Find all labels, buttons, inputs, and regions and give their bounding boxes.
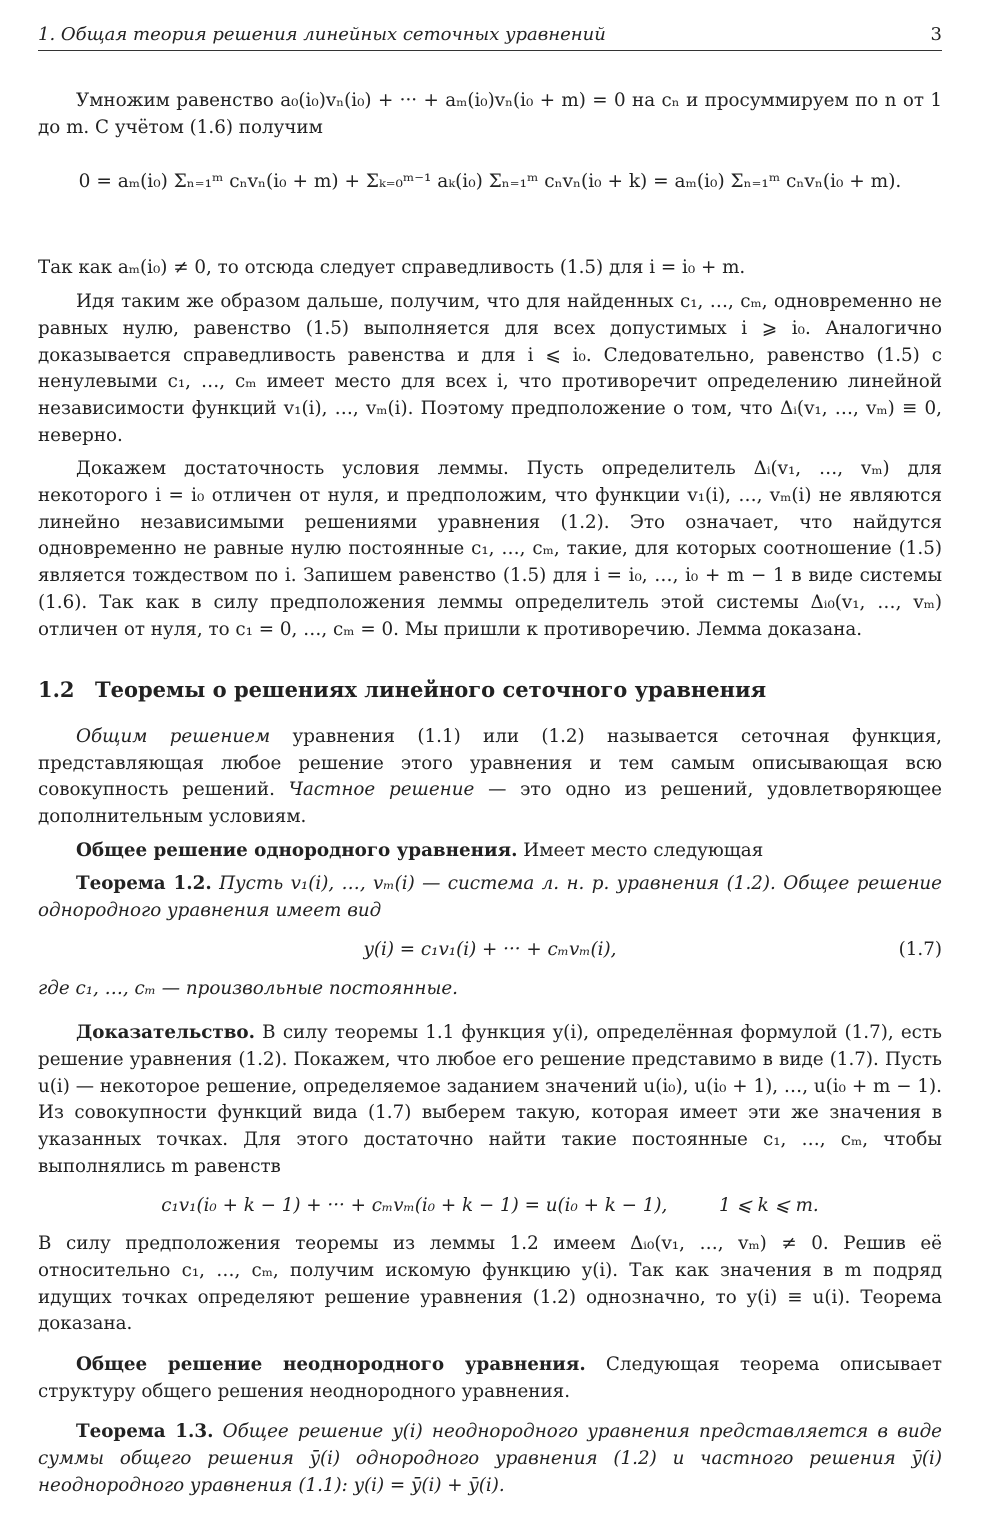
paragraph-3: Идя таким же образом дальше, получим, что для найденных c₁, …, cₘ, одновременно не равных нулю, равенство (1.5) выполняется для всех допустимых i ⩾ i₀. Аналогично доказывается справедливость равенства и для i ⩽ i₀. Следовательно, равенство (1.5) с ненулевыми c₁, …, cₘ имеет место для всех i, что противоречит определению линейной независимости функций v₁(i), …, vₘ(i). Поэтому предположение о том, что Δᵢ(v₁, …, vₘ) ≡ 0, неверно. [38, 291, 942, 446]
theorem-1-2 [38, 871, 942, 924]
section-number: 1.2 [38, 677, 75, 703]
page-number: 3 [930, 24, 942, 45]
theorem-1-3-text: Общее решение y(i) неоднородного уравнения представляется в виде суммы общего решения ȳ̄(i) однородного уравнения (1.2) и частного решения ȳ(i) неоднородного уравнения (1.1): y(i) = ȳ̄(i) + ȳ(i). [38, 1421, 943, 1496]
proof-label: Доказательство. [76, 1022, 255, 1044]
equation-system-condition: 1 ⩽ k ⩽ m. [719, 1194, 819, 1216]
equation-1-7 [38, 937, 942, 964]
paragraph-7: где c₁, …, cₘ — произвольные постоянные. [38, 977, 458, 999]
subheading-inhomogeneous: Общее решение неоднородного уравнения. [76, 1354, 586, 1376]
theorem-1-3-label: Теорема 1.3. [76, 1421, 214, 1443]
paragraph-9: Общее решение неоднородного уравнения. Следующая теорема описывает структуру общего решения неоднородного уравнения. [38, 1354, 943, 1402]
theorem-1-3 [38, 1419, 942, 1499]
term-particular-solution: Частное решение [288, 779, 475, 801]
proof: Доказательство. В силу теоремы 1.1 функция y(i), определённая формулой (1.7), есть решение уравнения (1.2). Покажем, что любое его решение представимо в виде (1.7). Пусть u(i) — некоторое решение, определяемое заданием значений u(i₀), u(i₀ + 1), …, u(i₀ + m − 1). Из совокупности функций вида (1.7) выберем такую, которая имеет эти же значения в указанных точках. Для этого достаточно найти такие постоянные c₁, …, cₘ, чтобы выполнялись m равенств [38, 1022, 942, 1177]
equation-1-7-formula: y(i) = c₁v₁(i) + ··· + cₘvₘ(i), [363, 938, 617, 960]
equation-system-formula: c₁v₁(i₀ + k − 1) + ··· + cₘvₘ(i₀ + k − 1) = u(i₀ + k − 1), [161, 1194, 668, 1216]
theorem-1-2-label: Теорема 1.2. [76, 873, 212, 895]
running-header [38, 24, 942, 51]
page-body [38, 88, 942, 1507]
paragraph-1: Умножим равенство a₀(i₀)vₙ(i₀) + ··· + aₘ(i₀)vₙ(i₀ + m) = 0 на cₙ и просуммируем по n от 1 до m. С учётом (1.6) получим [38, 90, 942, 138]
header-title: 1. Общая теория решения линейных сеточных уравнений [38, 24, 606, 45]
paragraph-4: Докажем достаточность условия леммы. Пусть определитель Δᵢ(v₁, …, vₘ) для некоторого i = i₀ отличен от нуля, и предположим, что функции v₁(i), …, vₘ(i) не являются линейно независимыми решениями уравнения (1.2). Это означает, что найдутся одновременно не равные нулю постоянные c₁, …, cₘ, такие, для которых соотношение (1.5) является тождеством по i. Запишем равенство (1.5) для i = i₀, …, i₀ + m − 1 в виде системы (1.6). Так как в силу предположения леммы определитель этой системы Δᵢ₀(v₁, …, vₘ) отличен от нуля, то c₁ = 0, …, cₘ = 0. Мы пришли к противоречию. Лемма доказана. [38, 458, 942, 640]
equation-system [38, 1193, 942, 1220]
equation-1-7-number: (1.7) [898, 938, 942, 960]
subheading-homogeneous: Общее решение однородного уравнения. [76, 839, 518, 861]
equation-sum: 0 = aₘ(i₀) Σₙ₌₁ᵐ cₙvₙ(i₀ + m) + Σₖ₌₀ᵐ⁻¹ aₖ(i₀) Σₙ₌₁ᵐ cₙvₙ(i₀ + k) = aₘ(i₀) Σₙ₌₁ᵐ cₙvₙ(i₀ + m). [78, 171, 902, 193]
term-general-solution: Общим решением [76, 725, 271, 747]
section-heading [38, 677, 942, 704]
paragraph-6: Общее решение однородного уравнения. Имеет место следующая [76, 839, 764, 861]
section-title: Теоремы о решениях линейного сеточного уравнения [95, 677, 767, 703]
paragraph-5: Общим решением уравнения (1.1) или (1.2) называется сеточная функция, представляющая любое решение этого уравнения и тем самым описывающая всю совокупность решений. Частное решение — это одно из решений, удовлетворяющее дополнительным условиям. [38, 725, 942, 828]
paragraph-2: Так как aₘ(i₀) ≠ 0, то отсюда следует справедливость (1.5) для i = i₀ + m. [38, 257, 746, 279]
paragraph-8: В силу предположения теоремы из леммы 1.2 имеем Δᵢ₀(v₁, …, vₘ) ≠ 0. Решив её относительно c₁, …, cₘ, получим искомую функцию y(i). Так как значения в m подряд идущих точках определяют решение уравнения (1.2) однозначно, то y(i) ≡ u(i). Теорема доказана. [38, 1233, 942, 1335]
theorem-1-2-text: Пусть v₁(i), …, vₘ(i) — система л. н. р. уравнения (1.2). Общее решение однородного уравнения имеет вид [38, 873, 942, 922]
